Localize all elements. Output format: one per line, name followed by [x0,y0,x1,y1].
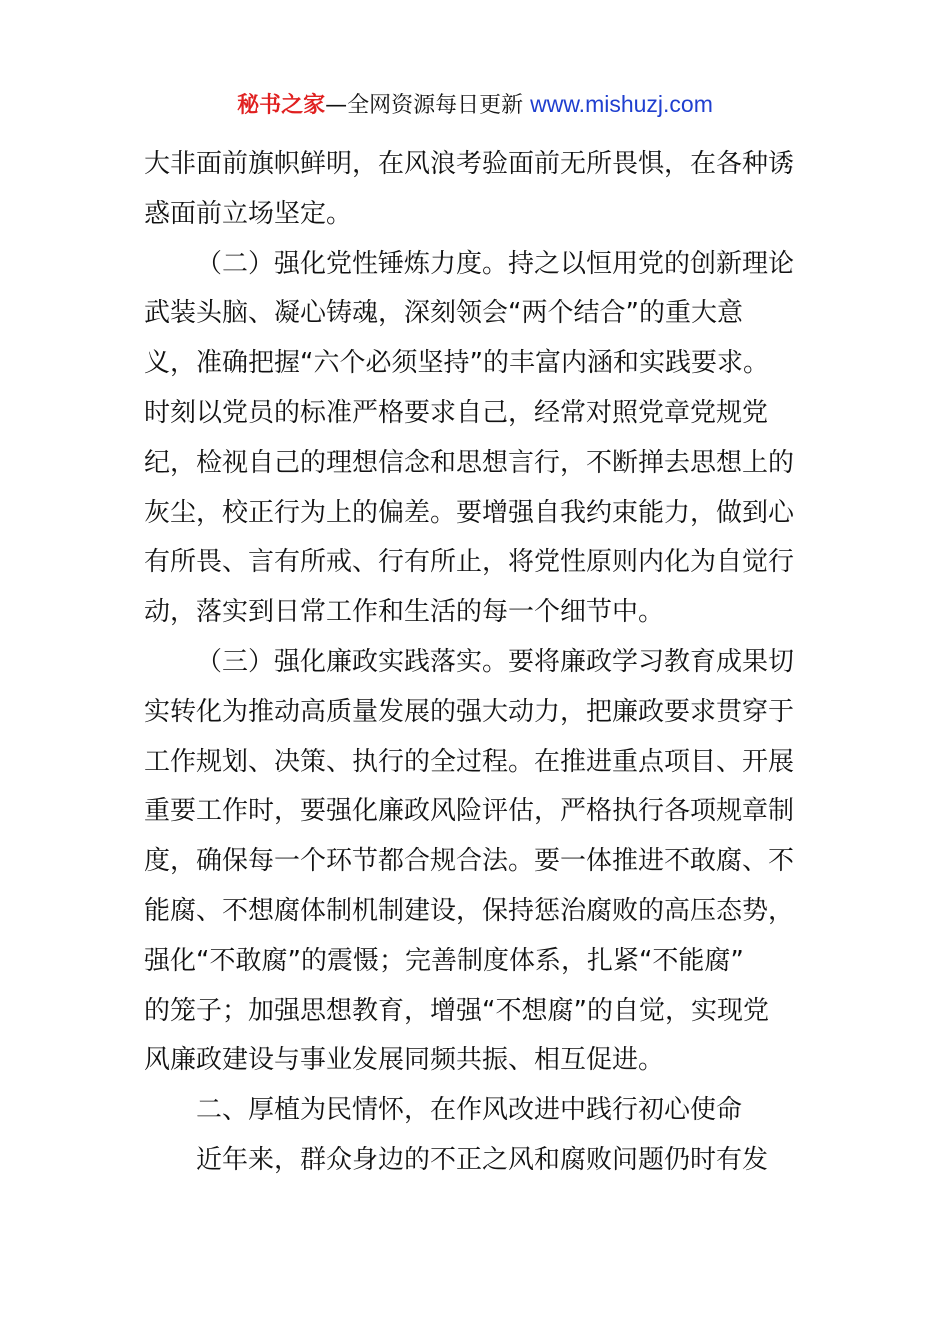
text-line: 风廉政建设与事业发展同频共振、相互促进。 [144,1045,665,1076]
text-line: 的笼子；加强思想教育，增强“不想腐”的自觉，实现党 [144,995,769,1026]
text-line: 义，准确把握“六个必须坚持”的丰富内涵和实践要求。 [144,348,769,379]
text-line: （二）强化党性锤炼力度。持之以恒用党的创新理论 [196,248,795,279]
text-line: 工作规划、决策、执行的全过程。在推进重点项目、开展 [144,746,795,777]
text-line: 能腐、不想腐体制机制建设，保持惩治腐败的高压态势， [144,895,795,926]
text-line: 武装头脑、凝心铸魂，深刻领会“两个结合”的重大意 [144,298,743,329]
text-line: 度，确保每一个环节都合规合法。要一体推进不敢腐、不 [144,846,795,877]
text-line: 重要工作时，要强化廉政风险评估，严格执行各项规章制 [144,796,795,827]
text-line: 大非面前旗帜鲜明，在风浪考验面前无所畏惧，在各种诱 [144,149,795,179]
text-line: 纪，检视自己的理想信念和思想言行，不断掸去思想上的 [144,447,795,478]
text-line: 动，落实到日常工作和生活的每一个细节中。 [144,597,665,628]
text-line: 强化“不敢腐”的震慑；完善制度体系，扎紧“不能腐” [144,945,744,976]
page-header [0,88,950,122]
brand-name: 秘书之家 [237,93,326,118]
document-body [144,140,808,1186]
text-line: （三）强化廉政实践落实。要将廉政学习教育成果切 [196,646,795,677]
text-line: 惑面前立场坚定。 [144,198,353,229]
text-line: 有所畏、言有所戒、行有所止，将党性原则内化为自觉行 [144,547,795,578]
header-tagline: —全网资源每日更新 [325,93,524,118]
site-url-link[interactable]: www.mishuzj.com [530,91,713,117]
text-line: 近年来，群众身边的不正之风和腐败问题仍时有发 [196,1144,769,1175]
text-line: 二、厚植为民情怀，在作风改进中践行初心使命 [196,1095,743,1126]
text-line: 灰尘，校正行为上的偏差。要增强自我约束能力，做到心 [144,497,795,528]
text-line: 时刻以党员的标准严格要求自己，经常对照党章党规党 [144,397,769,428]
text-line: 实转化为推动高质量发展的强大动力，把廉政要求贯穿于 [144,696,795,727]
